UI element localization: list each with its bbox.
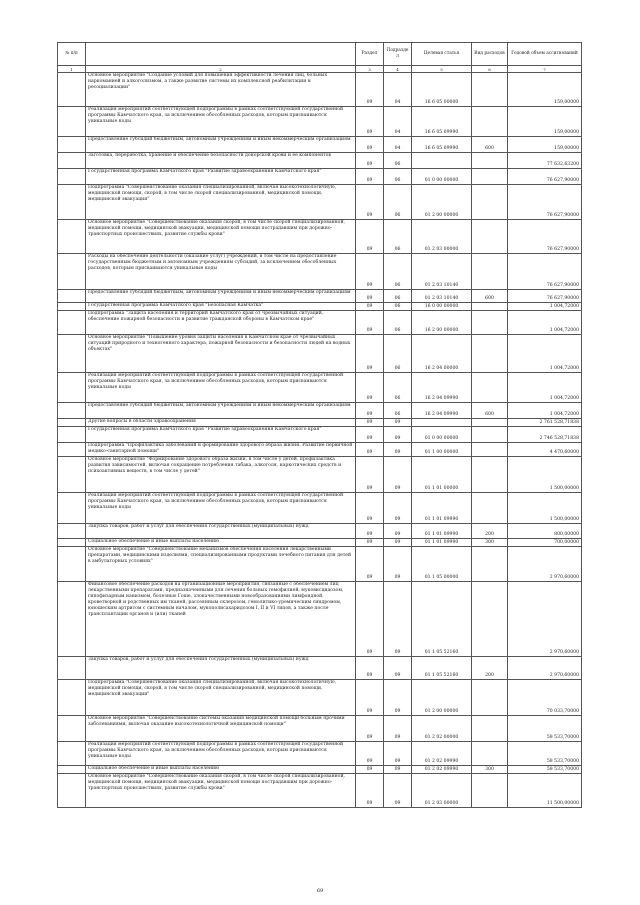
podrazdel-cell: 09 bbox=[384, 524, 412, 539]
num-cell bbox=[58, 582, 86, 657]
budget-table-page bbox=[57, 42, 581, 808]
sum-cell: 2 761 528,71838 bbox=[508, 419, 582, 427]
podrazdel-cell: 09 bbox=[384, 457, 412, 493]
header-target-article: Целевая статья bbox=[412, 43, 472, 66]
name-cell: Предоставление субсидий бюджетным, автономным учреждениям и иным некоммерческим организациям bbox=[86, 137, 356, 153]
num-cell bbox=[58, 254, 86, 290]
table-row bbox=[58, 403, 582, 419]
name-cell: Финансовое обеспечение расходов на организационные мероприятия, связанные с обеспечением лиц лекарственными препаратами, предназначенными для лечения больных гемофилией, муковисцидозом, гипофизарным нанизмом, болезнью Гоше, злокачественными новообразованиями лимфоидной, кроветворной и родственных им тканей, рассеянным склерозом, гемолитико-уремическим синдромом, юношеским артритом с системным началом, мукополисахаридозом I, II и VI типов, а также после трансплантации органов и (или) тканей bbox=[86, 582, 356, 657]
podrazdel-cell: 06 bbox=[384, 335, 412, 373]
name-cell: Другие вопросы в области здравоохранения bbox=[86, 419, 356, 427]
expense-type-cell: 600 bbox=[472, 137, 508, 153]
podrazdel-cell: 06 bbox=[384, 220, 412, 254]
podrazdel-cell: 06 bbox=[384, 254, 412, 290]
table-row bbox=[58, 774, 582, 808]
header-podrazdel: Подраздел bbox=[384, 43, 412, 66]
sum-cell: 76 627,90000 bbox=[508, 220, 582, 254]
num-cell bbox=[58, 547, 86, 582]
expense-type-cell: 200 bbox=[472, 524, 508, 539]
podrazdel-cell: 09 bbox=[384, 742, 412, 766]
num-cell bbox=[58, 419, 86, 427]
num-cell bbox=[58, 153, 86, 169]
name-cell: Заготовка, переработка, хранение и обеспечение безопасности донорской крови и ее компонентов bbox=[86, 153, 356, 169]
table-row bbox=[58, 524, 582, 539]
razdel-cell: 09 bbox=[356, 547, 384, 582]
table-row bbox=[58, 137, 582, 153]
expense-type-cell bbox=[472, 169, 508, 185]
sum-cell: 159,00000 bbox=[508, 73, 582, 107]
sum-cell: 11 500,00000 bbox=[508, 774, 582, 808]
expense-type-cell: 300 bbox=[472, 539, 508, 547]
target-article-cell: 16 6 05 09990 bbox=[412, 137, 472, 153]
expense-type-cell bbox=[472, 335, 508, 373]
table-row bbox=[58, 457, 582, 493]
target-article-cell: 16 0 00 00000 bbox=[412, 303, 472, 311]
index-cell: 7 bbox=[508, 66, 582, 73]
target-article-cell: 01 2 02 09990 bbox=[412, 766, 472, 774]
name-cell: Основное мероприятие "Совершенствование механизмов обеспечения населения лекарственными препаратами, медицинскими изделиями, специализированными продуктами лечебного питания для детей в амбулаторных условиях" bbox=[86, 547, 356, 582]
num-cell bbox=[58, 680, 86, 716]
table-row bbox=[58, 427, 582, 443]
sum-cell: 1 004,72000 bbox=[508, 403, 582, 419]
index-cell: 2 bbox=[86, 66, 356, 73]
razdel-cell: 09 bbox=[356, 427, 384, 443]
target-article-cell: 01 1 01 09990 bbox=[412, 493, 472, 524]
index-row bbox=[58, 66, 582, 73]
expense-type-cell bbox=[472, 311, 508, 335]
podrazdel-cell: 09 bbox=[384, 766, 412, 774]
expense-type-cell bbox=[472, 185, 508, 220]
table-row bbox=[58, 290, 582, 303]
sum-cell: 76 627,90000 bbox=[508, 290, 582, 303]
sum-cell: 58 533,70000 bbox=[508, 716, 582, 742]
name-cell: Закупка товаров, работ и услуг для обеспечения государственных (муниципальных) нужд bbox=[86, 524, 356, 539]
index-cell: 4 bbox=[384, 66, 412, 73]
sum-cell: 159,00000 bbox=[508, 107, 582, 137]
header-num: № п/п bbox=[58, 43, 86, 66]
target-article-cell: 01 1 05 52160 bbox=[412, 582, 472, 657]
num-cell bbox=[58, 335, 86, 373]
sum-cell: 58 533,70000 bbox=[508, 766, 582, 774]
name-cell: Основное мероприятие "Совершенствование оказания скорой, в том числе скорой специализированной, медицинской помощи, медицинской эвакуации, медицинской помощи пострадавшим при дорожно-транспортных происшествиях, развитие службы крови" bbox=[86, 220, 356, 254]
target-article-cell: 16 2 04 09990 bbox=[412, 403, 472, 419]
index-cell: 6 bbox=[472, 66, 508, 73]
sum-cell: 1 004,72000 bbox=[508, 335, 582, 373]
name-cell: Государственная программа Камчатского края "Безопасная Камчатка" bbox=[86, 303, 356, 311]
razdel-cell: 09 bbox=[356, 220, 384, 254]
podrazdel-cell: 09 bbox=[384, 427, 412, 443]
sum-cell: 4 470,60000 bbox=[508, 443, 582, 457]
target-article-cell: 01 1 01 09990 bbox=[412, 524, 472, 539]
num-cell bbox=[58, 73, 86, 107]
podrazdel-cell: 06 bbox=[384, 290, 412, 303]
razdel-cell: 09 bbox=[356, 539, 384, 547]
num-cell bbox=[58, 311, 86, 335]
header-expense-type: Вид расходов bbox=[472, 43, 508, 66]
sum-cell: 2 746 528,71838 bbox=[508, 427, 582, 443]
name-cell: Реализация мероприятий соответствующей подпрограммы в рамках соответствующей государственной программы Камчатского края, за исключением обособленных расходов, которым присваиваются уникальные коды bbox=[86, 107, 356, 137]
target-article-cell: 01 2 03 10140 bbox=[412, 290, 472, 303]
expense-type-cell bbox=[472, 547, 508, 582]
header-annual-sum: Годовой объем ассигнований bbox=[508, 43, 582, 66]
name-cell: Основное мероприятие "Совершенствование системы оказания медицинской помощи больным прочими заболеваниями, включая оказание высокотехнологичной медицинской помощи" bbox=[86, 716, 356, 742]
razdel-cell: 09 bbox=[356, 335, 384, 373]
num-cell bbox=[58, 716, 86, 742]
sum-cell: 1 004,72000 bbox=[508, 373, 582, 403]
header-row bbox=[58, 43, 582, 66]
name-cell: Предоставление субсидий бюджетным, автономным учреждениям и иным некоммерческим организациям bbox=[86, 290, 356, 303]
expense-type-cell bbox=[472, 427, 508, 443]
budget-table bbox=[57, 42, 582, 808]
name-cell: Реализация мероприятий соответствующей подпрограммы в рамках соответствующей государственной программы Камчатского края, за исключением обособленных расходов, которым присваиваются уникальные коды bbox=[86, 742, 356, 766]
podrazdel-cell: 09 bbox=[384, 539, 412, 547]
podrazdel-cell: 04 bbox=[384, 107, 412, 137]
table-row bbox=[58, 373, 582, 403]
expense-type-cell: 600 bbox=[472, 290, 508, 303]
expense-type-cell bbox=[472, 493, 508, 524]
razdel-cell: 09 bbox=[356, 443, 384, 457]
razdel-cell: 09 bbox=[356, 107, 384, 137]
name-cell: Реализация мероприятий соответствующей подпрограммы в рамках соответствующей государственной программы Камчатского края, за исключением обособленных расходов, которым присваиваются уникальные коды bbox=[86, 493, 356, 524]
page-number: 69 bbox=[316, 888, 324, 894]
num-cell bbox=[58, 742, 86, 766]
num-cell bbox=[58, 457, 86, 493]
target-article-cell: 01 1 05 52160 bbox=[412, 657, 472, 680]
podrazdel-cell: 09 bbox=[384, 716, 412, 742]
target-article-cell: 01 1 00 00000 bbox=[412, 443, 472, 457]
table-row bbox=[58, 680, 582, 716]
table-row bbox=[58, 153, 582, 169]
target-article-cell: 01 2 00 00000 bbox=[412, 185, 472, 220]
table-row bbox=[58, 335, 582, 373]
razdel-cell: 09 bbox=[356, 311, 384, 335]
sum-cell: 77 632,63200 bbox=[508, 153, 582, 169]
target-article-cell bbox=[412, 153, 472, 169]
razdel-cell: 09 bbox=[356, 303, 384, 311]
header-razdel: Раздел bbox=[356, 43, 384, 66]
razdel-cell: 09 bbox=[356, 493, 384, 524]
target-article-cell: 16 2 04 09990 bbox=[412, 373, 472, 403]
target-article-cell bbox=[412, 419, 472, 427]
razdel-cell: 09 bbox=[356, 169, 384, 185]
podrazdel-cell: 06 bbox=[384, 153, 412, 169]
podrazdel-cell: 06 bbox=[384, 185, 412, 220]
target-article-cell: 01 2 03 00000 bbox=[412, 220, 472, 254]
name-cell: Закупка товаров, работ и услуг для обеспечения государственных (муниципальных) нужд bbox=[86, 657, 356, 680]
podrazdel-cell: 06 bbox=[384, 373, 412, 403]
razdel-cell: 09 bbox=[356, 185, 384, 220]
num-cell bbox=[58, 427, 86, 443]
target-article-cell: 01 2 03 00000 bbox=[412, 774, 472, 808]
num-cell bbox=[58, 443, 86, 457]
num-cell bbox=[58, 766, 86, 774]
podrazdel-cell: 09 bbox=[384, 657, 412, 680]
name-cell: Государственная программа Камчатского края "Развитие здравоохранения Камчатского края" bbox=[86, 427, 356, 443]
target-article-cell: 16 2 00 00000 bbox=[412, 311, 472, 335]
num-cell bbox=[58, 657, 86, 680]
podrazdel-cell: 09 bbox=[384, 582, 412, 657]
table-row bbox=[58, 539, 582, 547]
expense-type-cell bbox=[472, 419, 508, 427]
name-cell: Основное мероприятие "Создание условий для повышения эффективности лечения лиц, больных наркоманией и алкоголизмом, а также развитие системы их комплексной реабилитации и ресоциализации" bbox=[86, 73, 356, 107]
podrazdel-cell: 06 bbox=[384, 403, 412, 419]
target-article-cell: 01 2 00 00000 bbox=[412, 680, 472, 716]
num-cell bbox=[58, 774, 86, 808]
sum-cell: 700,00000 bbox=[508, 539, 582, 547]
expense-type-cell bbox=[472, 254, 508, 290]
razdel-cell: 09 bbox=[356, 742, 384, 766]
razdel-cell: 09 bbox=[356, 254, 384, 290]
table-row bbox=[58, 311, 582, 335]
index-cell: 3 bbox=[356, 66, 384, 73]
table-row bbox=[58, 254, 582, 290]
target-article-cell: 01 1 01 09990 bbox=[412, 539, 472, 547]
expense-type-cell bbox=[472, 73, 508, 107]
target-article-cell: 16 2 04 00000 bbox=[412, 335, 472, 373]
num-cell bbox=[58, 137, 86, 153]
podrazdel-cell: 09 bbox=[384, 493, 412, 524]
razdel-cell: 09 bbox=[356, 373, 384, 403]
razdel-cell: 09 bbox=[356, 73, 384, 107]
expense-type-cell bbox=[472, 303, 508, 311]
target-article-cell: 01 2 03 10140 bbox=[412, 254, 472, 290]
razdel-cell: 09 bbox=[356, 457, 384, 493]
razdel-cell: 09 bbox=[356, 716, 384, 742]
sum-cell: 76 627,90000 bbox=[508, 254, 582, 290]
table-row bbox=[58, 443, 582, 457]
razdel-cell: 09 bbox=[356, 774, 384, 808]
razdel-cell: 09 bbox=[356, 419, 384, 427]
expense-type-cell: 300 bbox=[472, 766, 508, 774]
podrazdel-cell: 09 bbox=[384, 419, 412, 427]
razdel-cell: 09 bbox=[356, 657, 384, 680]
podrazdel-cell: 09 bbox=[384, 547, 412, 582]
name-cell: Социальное обеспечение и иные выплаты населению bbox=[86, 766, 356, 774]
name-cell: Основное мероприятие "Повышение уровня защиты населения в Камчатском крае от чрезвычайных ситуаций природного и техногенного характера, пожарной безопасности и безопасности людей на водных объектах" bbox=[86, 335, 356, 373]
expense-type-cell: 600 bbox=[472, 403, 508, 419]
name-cell: Социальное обеспечение и иные выплаты населению bbox=[86, 539, 356, 547]
table-row bbox=[58, 419, 582, 427]
table-row bbox=[58, 73, 582, 107]
num-cell bbox=[58, 290, 86, 303]
target-article-cell: 16 6 05 09990 bbox=[412, 107, 472, 137]
expense-type-cell bbox=[472, 716, 508, 742]
podrazdel-cell: 04 bbox=[384, 137, 412, 153]
expense-type-cell bbox=[472, 107, 508, 137]
expense-type-cell bbox=[472, 153, 508, 169]
sum-cell: 1 500,00000 bbox=[508, 457, 582, 493]
razdel-cell: 09 bbox=[356, 290, 384, 303]
table-body bbox=[58, 73, 582, 808]
expense-type-cell bbox=[472, 774, 508, 808]
expense-type-cell: 200 bbox=[472, 657, 508, 680]
table-row bbox=[58, 220, 582, 254]
sum-cell: 1 004,72000 bbox=[508, 311, 582, 335]
target-article-cell: 01 1 05 00000 bbox=[412, 547, 472, 582]
podrazdel-cell: 06 bbox=[384, 311, 412, 335]
sum-cell: 2 970,60000 bbox=[508, 657, 582, 680]
name-cell: Предоставление субсидий бюджетным, автономным учреждениям и иным некоммерческим организациям bbox=[86, 403, 356, 419]
table-row bbox=[58, 493, 582, 524]
podrazdel-cell: 06 bbox=[384, 169, 412, 185]
num-cell bbox=[58, 220, 86, 254]
num-cell bbox=[58, 524, 86, 539]
name-cell: Основное мероприятие "Совершенствование оказания скорой, в том числе скорой специализированной, медицинской помощи, медицинской эвакуации, медицинской помощи пострадавшим при дорожно-транспортных происшествиях, развитие службы крови" bbox=[86, 774, 356, 808]
table-row bbox=[58, 716, 582, 742]
sum-cell: 2 970,60000 bbox=[508, 547, 582, 582]
num-cell bbox=[58, 303, 86, 311]
name-cell: Подпрограмма "Профилактика заболеваний и формирование здорового образа жизни. Развитие первичной медико-санитарной помощи" bbox=[86, 443, 356, 457]
num-cell bbox=[58, 493, 86, 524]
podrazdel-cell: 09 bbox=[384, 774, 412, 808]
name-cell: Реализация мероприятий соответствующей подпрограммы в рамках соответствующей государственной программы Камчатского края, за исключением обособленных расходов, которым присваиваются уникальные коды bbox=[86, 373, 356, 403]
table-row bbox=[58, 547, 582, 582]
num-cell bbox=[58, 107, 86, 137]
target-article-cell: 01 0 00 00000 bbox=[412, 427, 472, 443]
header-name bbox=[86, 43, 356, 66]
table-row bbox=[58, 766, 582, 774]
expense-type-cell bbox=[472, 582, 508, 657]
razdel-cell: 09 bbox=[356, 582, 384, 657]
table-row bbox=[58, 185, 582, 220]
index-cell: 5 bbox=[412, 66, 472, 73]
table-row bbox=[58, 742, 582, 766]
index-cell: 1 bbox=[58, 66, 86, 73]
expense-type-cell bbox=[472, 457, 508, 493]
razdel-cell: 09 bbox=[356, 153, 384, 169]
expense-type-cell bbox=[472, 443, 508, 457]
sum-cell: 1 004,72000 bbox=[508, 303, 582, 311]
table-row bbox=[58, 169, 582, 185]
target-article-cell: 01 0 00 00000 bbox=[412, 169, 472, 185]
razdel-cell: 09 bbox=[356, 403, 384, 419]
name-cell: Подпрограмма "Защита населения и территорий Камчатского края от чрезвычайных ситуаций, обеспечение пожарной безопасности и развитие гражданской обороны в Камчатском крае" bbox=[86, 311, 356, 335]
name-cell: Расходы на обеспечение деятельности (оказание услуг) учреждений, в том числе на предоставление государственным бюджетным и автономным учреждениям субсидий, за исключением обособленных расходов, которым присваиваются уникальные коды bbox=[86, 254, 356, 290]
sum-cell: 58 533,70000 bbox=[508, 742, 582, 766]
num-cell bbox=[58, 373, 86, 403]
num-cell bbox=[58, 169, 86, 185]
expense-type-cell bbox=[472, 680, 508, 716]
expense-type-cell bbox=[472, 742, 508, 766]
target-article-cell: 16 6 05 00000 bbox=[412, 73, 472, 107]
table-row bbox=[58, 657, 582, 680]
name-cell: Подпрограмма "Совершенствование оказания специализированной, включая высокотехнологичную, медицинской помощи, скорой, в том числе скорой специализированной, медицинской помощи, медицинской эвакуации" bbox=[86, 680, 356, 716]
num-cell bbox=[58, 539, 86, 547]
expense-type-cell bbox=[472, 220, 508, 254]
target-article-cell: 01 2 02 00000 bbox=[412, 716, 472, 742]
table-row bbox=[58, 107, 582, 137]
name-cell: Основное мероприятие "Формирование здорового образа жизни, в том числе у детей, профилактика развития зависимостей, включая сокращение потребления табака, алкоголя, наркотических средств и психоактивных веществ, в том числе у детей" bbox=[86, 457, 356, 493]
table-row bbox=[58, 303, 582, 311]
sum-cell: 800,00000 bbox=[508, 524, 582, 539]
target-article-cell: 01 1 01 00000 bbox=[412, 457, 472, 493]
num-cell bbox=[58, 185, 86, 220]
sum-cell: 159,00000 bbox=[508, 137, 582, 153]
razdel-cell: 09 bbox=[356, 524, 384, 539]
num-cell bbox=[58, 403, 86, 419]
sum-cell: 76 627,90000 bbox=[508, 185, 582, 220]
podrazdel-cell: 06 bbox=[384, 303, 412, 311]
razdel-cell: 09 bbox=[356, 137, 384, 153]
name-cell: Подпрограмма "Совершенствование оказания специализированной, включая высокотехнологичную, медицинской помощи, скорой, в том числе скорой специализированной, медицинской помощи, медицинской эвакуации" bbox=[86, 185, 356, 220]
target-article-cell: 01 2 02 09990 bbox=[412, 742, 472, 766]
table-row bbox=[58, 582, 582, 657]
podrazdel-cell: 09 bbox=[384, 680, 412, 716]
sum-cell: 76 627,90000 bbox=[508, 169, 582, 185]
razdel-cell: 09 bbox=[356, 766, 384, 774]
razdel-cell: 09 bbox=[356, 680, 384, 716]
podrazdel-cell: 09 bbox=[384, 443, 412, 457]
expense-type-cell bbox=[472, 373, 508, 403]
podrazdel-cell: 04 bbox=[384, 73, 412, 107]
sum-cell: 1 500,00000 bbox=[508, 493, 582, 524]
name-cell: Государственная программа Камчатского края "Развитие здравоохранения Камчатского края" bbox=[86, 169, 356, 185]
sum-cell: 70 033,70000 bbox=[508, 680, 582, 716]
sum-cell: 2 970,60000 bbox=[508, 582, 582, 657]
